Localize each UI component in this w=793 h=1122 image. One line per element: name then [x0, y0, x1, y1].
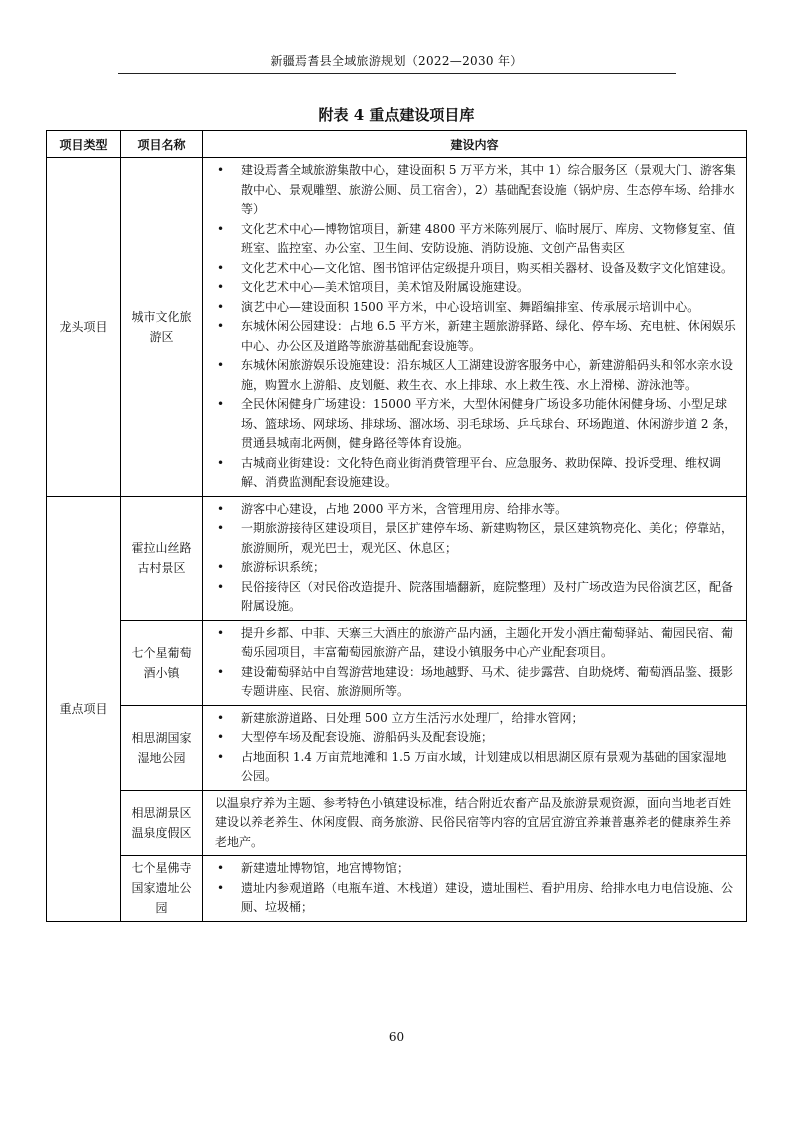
content-paragraph: 以温泉疗养为主题、参考特色小镇建设标准，结合附近农畜产品及旅游景观资源，面向当地老百姓建设以养老养生、休闲度假、商务旅游、民俗民宿等内容的宜居宜游宜养兼普惠养老的健康养生养老地产。 [215, 795, 732, 849]
table-header-row [47, 131, 747, 158]
list-item: • 民俗接待区（对民俗改造提升、院落围墙翻新，庭院整理）及村广场改造为民俗演艺区，配备附属设施。 [215, 578, 738, 617]
list-item: • 文化艺术中心—博物馆项目，新建 4800 平方米陈列展厅、临时展厅、库房、文物修复室、值班室、监控室、办公室、卫生间、安防设施、消防设施、文创产品售卖区 [215, 220, 738, 259]
list-item: • 新建旅游道路、日处理 500 立方生活污水处理厂，给排水管网； [215, 709, 738, 729]
project-content-cell [203, 705, 747, 790]
project-name-cell: 城市文化旅游区 [121, 158, 203, 497]
table-row [47, 620, 747, 705]
content-list [215, 859, 738, 918]
list-item: • 东城休闲公园建设：占地 6.5 平方米，新建主题旅游驿路、绿化、停车场、充电桩、休闲娱乐中心、办公区及道路等旅游基础配套设施等。 [215, 317, 738, 356]
content-list [215, 500, 738, 617]
project-name-cell: 霍拉山丝路古村景区 [121, 496, 203, 620]
table-row [47, 790, 747, 856]
project-content-cell [203, 496, 747, 620]
header-rule [118, 73, 676, 74]
list-item: • 提升乡都、中菲、天寨三大酒庄的旅游产品内涵，主题化开发小酒庄葡萄驿站、葡园民宿、葡萄乐园项目，丰富葡萄园旅游产品，建设小镇服务中心产业配套项目。 [215, 624, 738, 663]
running-header: 新疆焉耆县全域旅游规划（2022—2030 年） [270, 54, 523, 68]
project-content-cell [203, 856, 747, 922]
list-item: • 建设葡萄驿站中自驾游营地建设：场地越野、马术、徒步露营、自助烧烤、葡萄酒品鉴、摄影专题讲座、民宿、旅游厕所等。 [215, 663, 738, 702]
list-item: • 演艺中心—建设面积 1500 平方米，中心设培训室、舞蹈编排室、传承展示培训中心。 [215, 298, 738, 318]
column-header-name: 项目名称 [121, 131, 203, 158]
project-content-cell [203, 158, 747, 497]
table-row [47, 496, 747, 620]
table-row [47, 856, 747, 922]
column-header-type: 项目类型 [47, 131, 121, 158]
table-row [47, 158, 747, 497]
project-type-cell: 重点项目 [47, 496, 121, 921]
table-title: 附表 4 重点建设项目库 [318, 106, 475, 124]
project-name-cell: 相思湖景区温泉度假区 [121, 790, 203, 856]
list-item: • 文化艺术中心—美术馆项目，美术馆及附属设施建设。 [215, 278, 738, 298]
content-list [215, 161, 738, 493]
content-list [215, 624, 738, 702]
project-name-cell: 七个星佛寺国家遗址公园 [121, 856, 203, 922]
content-list [215, 709, 738, 787]
page-number: 60 [388, 1030, 405, 1044]
project-table [46, 130, 747, 922]
project-content-cell [203, 790, 747, 856]
project-name-cell: 七个星葡萄酒小镇 [121, 620, 203, 705]
list-item: • 大型停车场及配套设施、游船码头及配套设施； [215, 728, 738, 748]
list-item: • 遗址内参观道路（电瓶车道、木栈道）建设，遗址围栏、看护用房、给排水电力电信设施、公厕、垃圾桶； [215, 879, 738, 918]
list-item: • 建设焉耆全域旅游集散中心，建设面积 5 万平方米，其中 1）综合服务区（景观大门、游客集散中心、景观雕塑、旅游公厕、员工宿舍），2）基础配套设施（锅炉房、生态停车场、给排水等） [215, 161, 738, 220]
list-item: • 东城休闲旅游娱乐设施建设：沿东城区人工湖建设游客服务中心，新建游船码头和邻水亲水设施，购置水上游船、皮划艇、救生衣、水上排球、水上救生筏、水上滑梯、游泳池等。 [215, 356, 738, 395]
list-item: • 古城商业街建设：文化特色商业街消费管理平台、应急服务、救助保障、投诉受理、维权调解、消费监测配套设施建设。 [215, 454, 738, 493]
list-item: • 一期旅游接待区建设项目，景区扩建停车场、新建购物区，景区建筑物亮化、美化；停靠站，旅游厕所，观光巴士，观光区、休息区； [215, 519, 738, 558]
list-item: • 全民休闲健身广场建设：15000 平方米，大型休闲健身广场设多功能休闲健身场、小型足球场、篮球场、网球场、排球场、溜冰场、羽毛球场、乒乓球台、环场跑道、休闲游步道 2 条，贯通县城南北两侧，健身路径等体育设施。 [215, 395, 738, 454]
list-item: • 旅游标识系统； [215, 558, 738, 578]
project-name-cell: 相思湖国家湿地公园 [121, 705, 203, 790]
list-item: • 文化艺术中心—文化馆、图书馆评估定级提升项目，购买相关器材、设备及数字文化馆建设。 [215, 259, 738, 279]
table-row [47, 705, 747, 790]
list-item: • 游客中心建设，占地 2000 平方米，含管理用房、给排水等。 [215, 500, 738, 520]
list-item: • 占地面积 1.4 万亩荒地滩和 1.5 万亩水域，计划建成以相思湖区原有景观为基础的国家湿地公园。 [215, 748, 738, 787]
project-content-cell [203, 620, 747, 705]
list-item: • 新建遗址博物馆，地宫博物馆； [215, 859, 738, 879]
project-type-cell: 龙头项目 [47, 158, 121, 497]
column-header-content: 建设内容 [203, 131, 747, 158]
